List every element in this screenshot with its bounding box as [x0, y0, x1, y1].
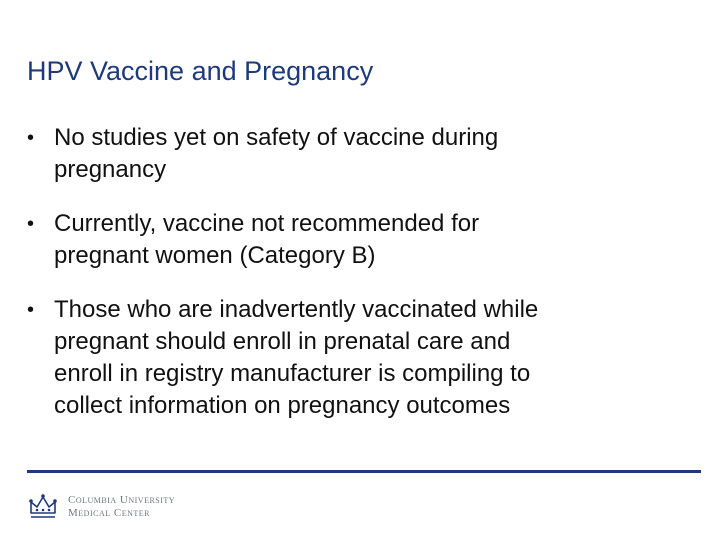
crown-icon: [28, 493, 58, 521]
bullet-text: [54, 296, 538, 419]
bullet-line: No studies yet on safety of vaccine during: [54, 124, 499, 151]
bullet-item: [27, 208, 687, 272]
bullet-line: enroll in registry manufacturer is compiling to: [54, 360, 531, 387]
slide-title: HPV Vaccine and Pregnancy: [27, 56, 374, 86]
logo-line-1: Columbia University: [68, 494, 176, 506]
bullet-list: [27, 122, 687, 444]
bullet-line: pregnancy: [54, 156, 167, 183]
bullet-line: Currently, vaccine not recommended for: [54, 210, 480, 237]
bullet-dot: •: [27, 299, 35, 321]
footer-logo: [28, 492, 175, 522]
bullet-dot: •: [27, 213, 35, 235]
bullet-line: pregnant should enroll in prenatal care and: [54, 328, 511, 355]
logo-line-2: Medical Center: [68, 507, 150, 519]
bullet-text: [54, 210, 479, 269]
bullet-line: Those who are inadvertently vaccinated while: [54, 296, 539, 323]
footer-divider: [27, 470, 701, 473]
bullet-line: collect information on pregnancy outcomes: [54, 392, 511, 419]
bullet-text: [54, 124, 498, 183]
bullet-line: pregnant women (Category B): [54, 242, 376, 269]
bullet-item: [27, 122, 687, 186]
bullet-dot: •: [27, 127, 35, 149]
logo-wordmark: [68, 494, 175, 520]
bullet-item: [27, 294, 687, 422]
